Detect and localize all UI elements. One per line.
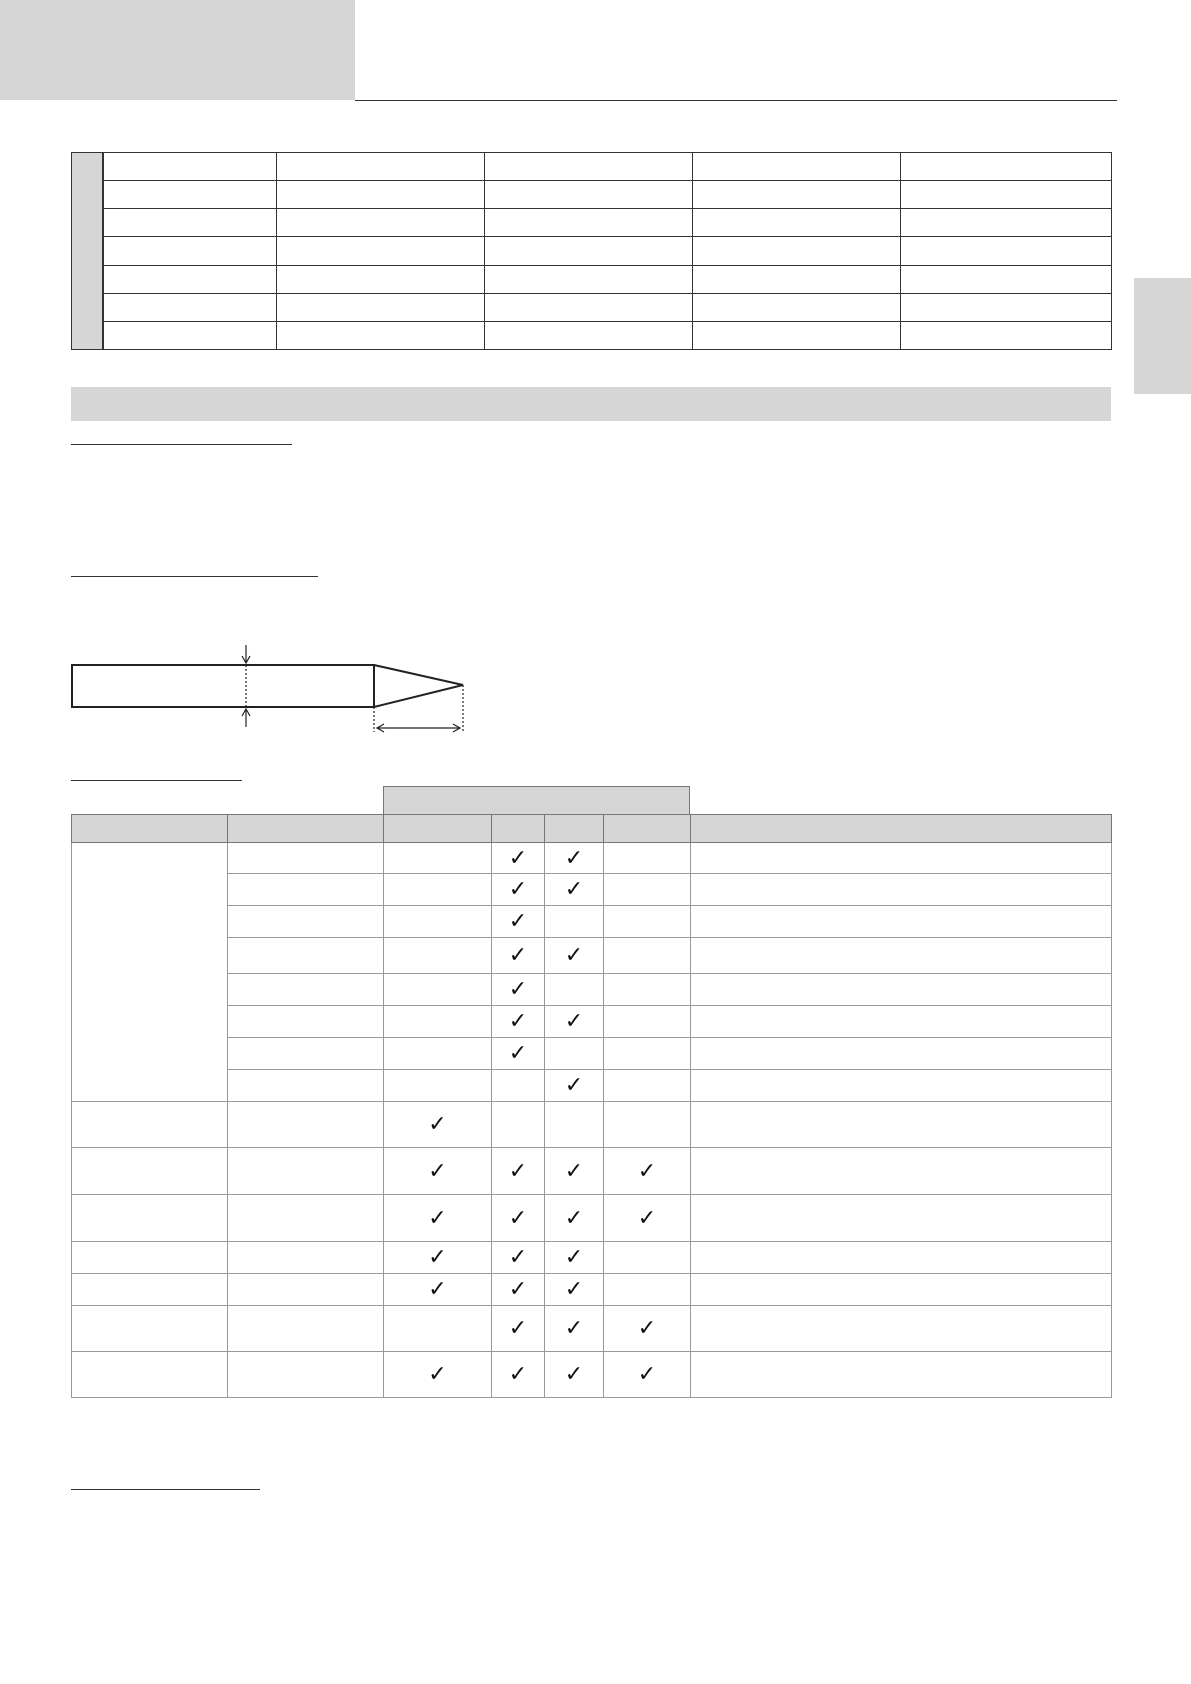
item-cell bbox=[228, 1102, 384, 1148]
check-cell bbox=[604, 1195, 691, 1242]
check-cell bbox=[492, 1006, 545, 1038]
table-row bbox=[72, 1102, 1112, 1148]
check-cell bbox=[384, 843, 492, 874]
check-mark-icon: ✓ bbox=[428, 1112, 447, 1137]
table-row bbox=[72, 906, 1112, 938]
table-row bbox=[72, 843, 1112, 874]
check-mark-icon: ✓ bbox=[637, 1205, 657, 1231]
check-cell bbox=[545, 938, 604, 974]
chapter-thumb-tab bbox=[1134, 278, 1191, 394]
spec-table-grid bbox=[103, 152, 1112, 350]
item-cell bbox=[228, 1195, 384, 1242]
check-cell bbox=[604, 1242, 691, 1274]
check-cell bbox=[384, 1102, 492, 1148]
subheading-underline-1 bbox=[71, 444, 292, 445]
check-mark-icon: ✓ bbox=[564, 943, 584, 968]
spec-table-side-header bbox=[71, 152, 103, 350]
spec-table bbox=[71, 152, 1111, 350]
table-row bbox=[72, 1195, 1112, 1242]
column-header bbox=[545, 815, 604, 843]
item-cell bbox=[228, 906, 384, 938]
check-cell bbox=[604, 843, 691, 874]
category-cell bbox=[72, 1242, 228, 1274]
check-cell bbox=[604, 1274, 691, 1306]
notes-cell bbox=[691, 906, 1112, 938]
check-cell bbox=[492, 906, 545, 938]
compat-table-group-header bbox=[383, 786, 690, 814]
item-cell bbox=[228, 874, 384, 906]
table-row bbox=[72, 1242, 1112, 1274]
check-mark-icon: ✓ bbox=[508, 1245, 528, 1270]
category-cell bbox=[72, 843, 228, 1102]
check-mark-icon: ✓ bbox=[508, 1205, 528, 1231]
check-mark-icon: ✓ bbox=[508, 977, 528, 1002]
tip-shaft bbox=[72, 665, 374, 707]
subheading-underline-4 bbox=[71, 1489, 260, 1490]
check-cell bbox=[604, 1070, 691, 1102]
check-cell bbox=[604, 1148, 691, 1195]
column-header bbox=[228, 815, 384, 843]
check-cell bbox=[384, 1242, 492, 1274]
check-mark-icon: ✓ bbox=[508, 1277, 528, 1302]
column-header bbox=[384, 815, 492, 843]
check-cell bbox=[492, 1102, 545, 1148]
check-cell bbox=[604, 938, 691, 974]
table-row bbox=[104, 321, 1112, 349]
check-cell bbox=[604, 1352, 691, 1398]
table-row bbox=[104, 293, 1112, 321]
subheading-underline-2 bbox=[71, 576, 318, 577]
check-cell bbox=[545, 1070, 604, 1102]
check-mark-icon: ✓ bbox=[637, 1362, 657, 1387]
category-cell bbox=[72, 1274, 228, 1306]
check-cell bbox=[604, 1306, 691, 1352]
check-mark-icon: ✓ bbox=[564, 1205, 584, 1231]
check-cell bbox=[604, 974, 691, 1006]
check-mark-icon: ✓ bbox=[508, 1316, 528, 1341]
item-cell bbox=[228, 1070, 384, 1102]
check-cell bbox=[492, 1195, 545, 1242]
check-mark-icon: ✓ bbox=[564, 1158, 584, 1184]
section-title-band bbox=[71, 387, 1111, 421]
table-row bbox=[72, 1148, 1112, 1195]
item-cell bbox=[228, 1306, 384, 1352]
check-cell bbox=[545, 974, 604, 1006]
tip-point bbox=[374, 665, 463, 707]
check-cell bbox=[492, 974, 545, 1006]
check-cell bbox=[492, 1242, 545, 1274]
notes-cell bbox=[691, 874, 1112, 906]
item-cell bbox=[228, 843, 384, 874]
check-cell bbox=[545, 1195, 604, 1242]
table-row bbox=[72, 1352, 1112, 1398]
notes-cell bbox=[691, 1070, 1112, 1102]
check-cell bbox=[604, 1038, 691, 1070]
notes-cell bbox=[691, 1242, 1112, 1274]
notes-cell bbox=[691, 1038, 1112, 1070]
check-cell bbox=[492, 843, 545, 874]
table-row bbox=[72, 938, 1112, 974]
category-cell bbox=[72, 1102, 228, 1148]
spec-table-body bbox=[104, 153, 1112, 350]
check-cell bbox=[492, 874, 545, 906]
compat-table bbox=[71, 814, 1112, 1398]
check-cell bbox=[545, 1006, 604, 1038]
notes-cell bbox=[691, 938, 1112, 974]
notes-cell bbox=[691, 843, 1112, 874]
check-mark-icon: ✓ bbox=[428, 1205, 447, 1231]
check-cell bbox=[545, 1274, 604, 1306]
table-row bbox=[72, 974, 1112, 1006]
check-cell bbox=[492, 1352, 545, 1398]
check-mark-icon: ✓ bbox=[428, 1277, 447, 1302]
check-mark-icon: ✓ bbox=[428, 1362, 447, 1387]
check-cell bbox=[545, 1242, 604, 1274]
category-cell bbox=[72, 1352, 228, 1398]
check-cell bbox=[492, 1274, 545, 1306]
check-cell bbox=[384, 1352, 492, 1398]
check-cell bbox=[384, 974, 492, 1006]
notes-cell bbox=[691, 1274, 1112, 1306]
check-cell bbox=[604, 874, 691, 906]
check-cell bbox=[545, 874, 604, 906]
check-mark-icon: ✓ bbox=[637, 1316, 657, 1341]
check-cell bbox=[384, 1274, 492, 1306]
check-mark-icon: ✓ bbox=[564, 1073, 584, 1098]
notes-cell bbox=[691, 1195, 1112, 1242]
table-row bbox=[104, 181, 1112, 209]
check-mark-icon: ✓ bbox=[428, 1245, 447, 1270]
table-row bbox=[104, 209, 1112, 237]
check-mark-icon: ✓ bbox=[508, 909, 528, 934]
check-mark-icon: ✓ bbox=[564, 845, 584, 871]
category-cell bbox=[72, 1148, 228, 1195]
check-cell bbox=[492, 1306, 545, 1352]
notes-cell bbox=[691, 1102, 1112, 1148]
item-cell bbox=[228, 938, 384, 974]
check-cell bbox=[545, 1306, 604, 1352]
table-row bbox=[72, 1038, 1112, 1070]
check-cell bbox=[545, 906, 604, 938]
check-cell bbox=[492, 1070, 545, 1102]
table-row bbox=[104, 153, 1112, 181]
check-cell bbox=[545, 1102, 604, 1148]
notes-cell bbox=[691, 1006, 1112, 1038]
check-cell bbox=[492, 1038, 545, 1070]
table-row bbox=[72, 1006, 1112, 1038]
subheading-underline-3 bbox=[71, 780, 242, 781]
notes-cell bbox=[691, 1352, 1112, 1398]
column-header bbox=[492, 815, 545, 843]
check-mark-icon: ✓ bbox=[564, 877, 584, 902]
table-row bbox=[72, 874, 1112, 906]
table-row bbox=[72, 1274, 1112, 1306]
check-mark-icon: ✓ bbox=[428, 1158, 447, 1184]
check-mark-icon: ✓ bbox=[508, 877, 528, 902]
category-cell bbox=[72, 1306, 228, 1352]
check-mark-icon: ✓ bbox=[508, 1158, 528, 1184]
notes-cell bbox=[691, 1306, 1112, 1352]
item-cell bbox=[228, 1242, 384, 1274]
check-cell bbox=[545, 1038, 604, 1070]
check-cell bbox=[604, 906, 691, 938]
check-cell bbox=[604, 1006, 691, 1038]
check-cell bbox=[545, 843, 604, 874]
table-row bbox=[104, 237, 1112, 265]
check-mark-icon: ✓ bbox=[637, 1158, 657, 1184]
column-header bbox=[604, 815, 691, 843]
check-cell bbox=[384, 1148, 492, 1195]
item-cell bbox=[228, 1006, 384, 1038]
check-mark-icon: ✓ bbox=[508, 845, 528, 871]
check-cell bbox=[384, 1038, 492, 1070]
check-mark-icon: ✓ bbox=[564, 1316, 584, 1341]
check-cell bbox=[384, 938, 492, 974]
check-mark-icon: ✓ bbox=[508, 1362, 528, 1387]
table-row bbox=[104, 265, 1112, 293]
notes-cell bbox=[691, 1148, 1112, 1195]
tip-dimension-diagram bbox=[60, 640, 480, 740]
table-row bbox=[72, 1306, 1112, 1352]
check-mark-icon: ✓ bbox=[564, 1362, 584, 1387]
item-cell bbox=[228, 1038, 384, 1070]
check-cell bbox=[492, 938, 545, 974]
compat-table-header-row bbox=[72, 815, 1112, 843]
check-mark-icon: ✓ bbox=[564, 1245, 584, 1270]
item-cell bbox=[228, 1274, 384, 1306]
header-rule bbox=[355, 100, 1117, 101]
check-mark-icon: ✓ bbox=[508, 943, 528, 968]
check-cell bbox=[545, 1148, 604, 1195]
item-cell bbox=[228, 974, 384, 1006]
check-cell bbox=[384, 1006, 492, 1038]
check-cell bbox=[492, 1148, 545, 1195]
compat-table-body bbox=[72, 843, 1112, 1398]
check-mark-icon: ✓ bbox=[564, 1009, 584, 1034]
check-mark-icon: ✓ bbox=[508, 1009, 528, 1034]
check-cell bbox=[384, 906, 492, 938]
check-cell bbox=[384, 1306, 492, 1352]
check-mark-icon: ✓ bbox=[508, 1041, 528, 1066]
column-header bbox=[691, 815, 1112, 843]
check-cell bbox=[545, 1352, 604, 1398]
check-cell bbox=[604, 1102, 691, 1148]
header-block bbox=[0, 0, 355, 100]
category-cell bbox=[72, 1195, 228, 1242]
check-cell bbox=[384, 1195, 492, 1242]
check-mark-icon: ✓ bbox=[564, 1277, 584, 1302]
check-cell bbox=[384, 874, 492, 906]
item-cell bbox=[228, 1352, 384, 1398]
column-header bbox=[72, 815, 228, 843]
table-row bbox=[72, 1070, 1112, 1102]
item-cell bbox=[228, 1148, 384, 1195]
notes-cell bbox=[691, 974, 1112, 1006]
check-cell bbox=[384, 1070, 492, 1102]
